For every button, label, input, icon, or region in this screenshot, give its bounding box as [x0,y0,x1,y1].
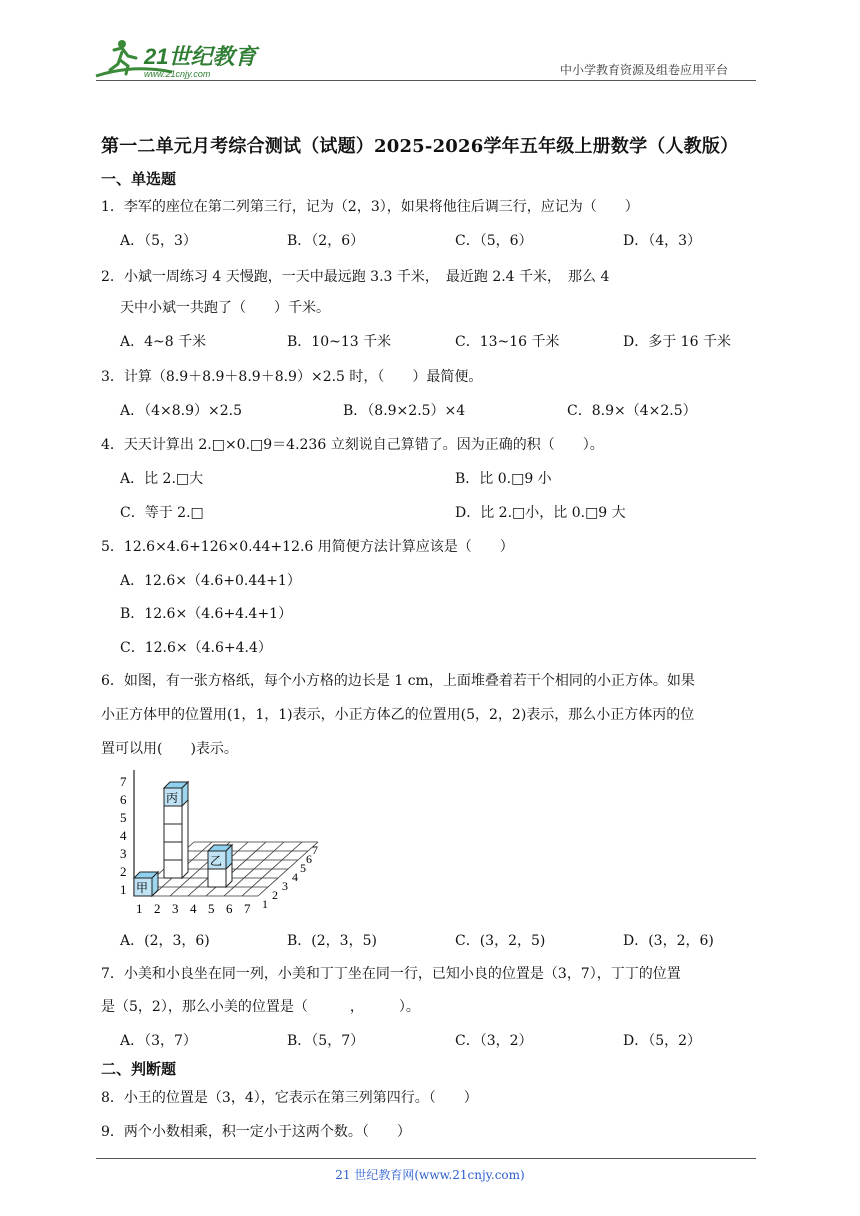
question-3-option-c[interactable]: C．8.9×（4×2.5） [567,403,697,419]
cube-stack-figure [112,768,322,922]
header-divider [96,80,756,81]
question-5-option-c[interactable]: C．12.6×（4.6+4.4） [120,640,272,656]
logo-url: www.21cnjy.com [144,69,211,79]
cube-yi-label: 乙 [210,854,223,868]
depth-label-3: 3 [282,879,288,893]
cube-jia [134,872,158,896]
question-3-option-b[interactable]: B．（8.9×2.5）×4 [343,403,466,419]
section-heading-true-false: 二、判断题 [101,1060,177,1078]
question-5-text: 5．12.6×4.6+126×0.44+12.6 用简便方法计算应该是（ ） [101,539,514,555]
question-6-option-b[interactable]: B．(2，3，5) [287,933,377,949]
question-5-option-a[interactable]: A．12.6×（4.6+0.44+1） [120,573,301,589]
question-6-option-c[interactable]: C．(3，2，5) [455,933,546,949]
question-1-option-d[interactable]: D．（4，3） [623,233,702,249]
question-3-option-a[interactable]: A．（4×8.9）×2.5 [120,403,243,419]
question-2-option-d[interactable]: D．多于 16 千米 [623,334,731,350]
y-label-2: 2 [120,864,127,879]
cube-yi-column [208,845,232,887]
y-label-4: 4 [120,828,127,843]
question-2-option-c[interactable]: C．13~16 千米 [455,334,560,350]
y-axis-labels [120,774,127,897]
question-8-text: 8．小王的位置是（3，4），它表示在第三列第四行。（ ） [101,1090,478,1106]
question-1-option-b[interactable]: B．（2，6） [287,233,365,249]
question-7-text-line1: 7．小美和小良坐在同一列，小美和丁丁坐在同一行，已知小良的位置是（3，7），丁丁的位置 [101,966,681,982]
cube-bing-label: 丙 [166,791,179,805]
x-label-3: 3 [172,901,179,916]
question-6-option-a[interactable]: A．(2，3，6) [120,933,210,949]
site-logo [92,36,262,80]
x-label-6: 6 [226,901,233,916]
x-axis-labels [136,901,251,916]
header-tagline: 中小学教育资源及组卷应用平台 [560,63,729,77]
depth-label-2: 2 [272,888,278,902]
y-label-5: 5 [120,810,127,825]
x-label-7: 7 [244,901,251,916]
question-7-option-b[interactable]: B．（5，7） [287,1033,365,1049]
question-4-text: 4．天天计算出 2.□×0.□9＝4.236 立刻说自己算错了。因为正确的积（ ）。 [101,437,604,453]
logo-text: 21世纪教育 [144,44,257,69]
question-5-option-b[interactable]: B．12.6×（4.6+4.4+1） [120,606,293,622]
depth-label-7: 7 [312,843,318,857]
page-title: 第一二单元月考综合测试（试题）2025-2026学年五年级上册数学（人教版） [101,136,739,157]
x-label-4: 4 [190,901,197,916]
question-7-option-c[interactable]: C．（3，2） [455,1033,533,1049]
depth-label-4: 4 [292,870,298,884]
question-6-text-line3: 置可以用( )表示。 [101,741,238,757]
question-6-text-line1: 6．如图，有一张方格纸，每个小方格的边长是 1 cm，上面堆叠着若干个相同的小正方体。如果 [101,673,695,689]
question-4-option-b[interactable]: B．比 0.□9 小 [455,471,552,487]
depth-label-6: 6 [306,852,312,866]
question-3-text: 3．计算（8.9＋8.9＋8.9＋8.9）×2.5 时，（ ）最简便。 [101,369,483,385]
question-7-text-line2: 是（5，2），那么小美的位置是（ ， ）。 [101,999,420,1015]
question-1-text: 1．李军的座位在第二列第三行，记为（2，3），如果将他往后调三行，应记为（ ） [101,199,639,215]
question-2-text-line2: 天中小斌一共跑了（ ）千米。 [120,300,330,316]
question-1-option-a[interactable]: A．（5，3） [120,233,197,249]
cube-bing-column [164,782,188,878]
y-label-1: 1 [120,882,127,897]
question-2-option-a[interactable]: A．4~8 千米 [120,334,207,350]
y-label-7: 7 [120,774,127,789]
question-4-option-c[interactable]: C．等于 2.□ [120,505,204,521]
question-6-text-line2: 小正方体甲的位置用(1，1，1)表示，小正方体乙的位置用(5，2，2)表示，那么小正方体丙的位 [101,707,695,723]
question-6-option-d[interactable]: D．(3，2，6) [623,933,714,949]
x-label-1: 1 [136,901,143,916]
question-9-text: 9．两个小数相乘，积一定小于这两个数。（ ） [101,1124,411,1140]
depth-label-5: 5 [300,861,306,875]
question-2-text-line1: 2．小斌一周练习 4 天慢跑，一天中最远跑 3.3 千米， 最近跑 2.4 千米， 那么 4 [101,269,610,285]
footer-divider [96,1158,756,1159]
question-7-option-d[interactable]: D．（5，2） [623,1033,702,1049]
x-label-2: 2 [154,901,161,916]
y-label-6: 6 [120,792,127,807]
depth-label-1: 1 [262,897,268,911]
question-4-option-d[interactable]: D．比 2.□小，比 0.□9 大 [455,505,626,521]
footer-link[interactable]: 21 世纪教育网(www.21cnjy.com) [335,1168,525,1182]
cube-jia-label: 甲 [136,881,149,895]
question-1-option-c[interactable]: C．（5，6） [455,233,533,249]
question-7-option-a[interactable]: A．（3，7） [120,1033,197,1049]
question-2-option-b[interactable]: B．10~13 千米 [287,334,392,350]
y-label-3: 3 [120,846,127,861]
x-label-5: 5 [208,901,215,916]
question-4-option-a[interactable]: A．比 2.□大 [120,471,204,487]
section-heading-single-choice: 一、单选题 [101,170,177,188]
